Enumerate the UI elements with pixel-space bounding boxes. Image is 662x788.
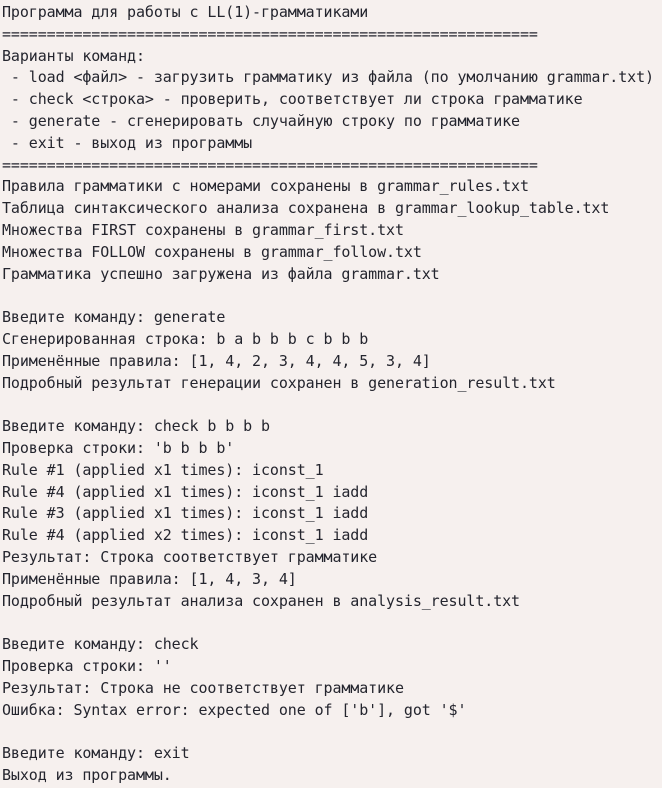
console-line: Применённые правила: [1, 4, 3, 4] <box>2 569 297 588</box>
console-line: - load <файл> - загрузить грамматику из файла (по умолчанию grammar.txt) <box>2 68 654 87</box>
console-line: Rule #3 (applied x1 times): iconst_1 iadd <box>2 504 369 523</box>
console-line: Результат: Строка не соответствует грамматике <box>2 678 404 697</box>
console-line: Правила грамматики с номерами сохранены в grammar_rules.txt <box>2 177 529 196</box>
console-line: Таблица синтаксического анализа сохранена в grammar_lookup_table.txt <box>2 199 610 218</box>
console-line: Подробный результат анализа сохранен в analysis_result.txt <box>2 591 520 610</box>
console-line: ============================================================ <box>2 24 538 43</box>
console-line: Ошибка: Syntax error: expected one of ['b'], got '$' <box>2 700 467 719</box>
blank-line <box>2 285 662 307</box>
console-line: Проверка строки: '' <box>2 656 172 675</box>
console-line: Грамматика успешно загружена из файла grammar.txt <box>2 264 440 283</box>
blank-line <box>2 612 662 634</box>
console-line: ============================================================ <box>2 155 538 174</box>
console-line: Введите команду: generate <box>2 308 226 327</box>
console-line: Введите команду: exit <box>2 744 190 763</box>
console-line: - exit - выход из программы <box>2 133 253 152</box>
console-line: - check <строка> - проверить, соответствует ли строка грамматике <box>2 90 583 109</box>
console-line: Сгенерированная строка: b a b b b c b b b <box>2 329 369 348</box>
console-line: Проверка строки: 'b b b b' <box>2 438 235 457</box>
console-line: Программа для работы с LL(1)-грамматиками <box>2 3 369 21</box>
console-line: Подробный результат генерации сохранен в generation_result.txt <box>2 373 556 392</box>
console-line: Введите команду: check b b b b <box>2 417 270 436</box>
console-line: Rule #4 (applied x2 times): iconst_1 iadd <box>2 526 369 545</box>
console-line: Применённые правила: [1, 4, 2, 3, 4, 4, 5, 3, 4] <box>2 351 431 370</box>
console-line: - generate - сгенерировать случайную строку по грамматике <box>2 111 520 130</box>
console-line: Варианты команд: <box>2 46 145 65</box>
console-line: Результат: Строка соответствует грамматике <box>2 547 378 566</box>
blank-line <box>2 721 662 743</box>
blank-line <box>2 394 662 416</box>
console-line: Множества FIRST сохранены в grammar_first.txt <box>2 220 404 239</box>
console-line: Rule #4 (applied x1 times): iconst_1 iadd <box>2 482 369 501</box>
console-line: Выход из программы. <box>2 765 172 784</box>
console-line: Введите команду: check <box>2 635 199 654</box>
console-line: Rule #1 (applied x1 times): iconst_1 <box>2 460 324 479</box>
console-line: Множества FOLLOW сохранены в grammar_follow.txt <box>2 242 422 261</box>
